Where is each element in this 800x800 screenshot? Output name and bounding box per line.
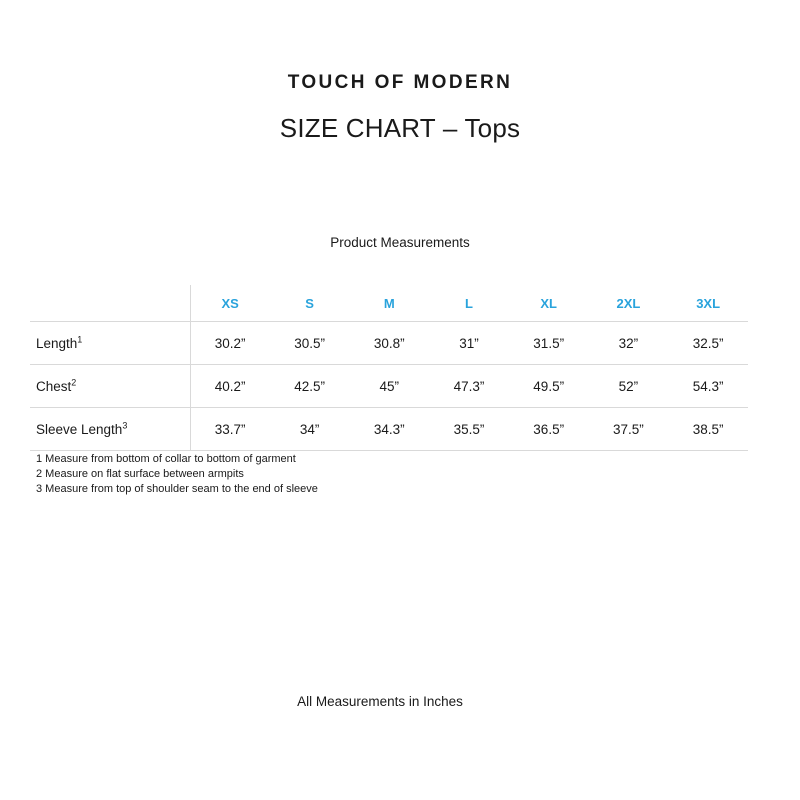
row-label-length-text: Length: [36, 335, 78, 351]
row-label-chest-footnote-marker: 2: [71, 377, 77, 387]
table-row: [30, 322, 748, 365]
footnotes: [36, 452, 318, 497]
row-label-length-footnote-marker: 1: [77, 334, 83, 344]
row-label-chest-text: Chest: [36, 378, 72, 394]
table-row: [30, 365, 748, 408]
page-title: SIZE CHART – Tops: [279, 113, 521, 143]
measurement-units-note: All Measurements in Inches: [297, 694, 463, 709]
cell-sleeve-3xl: 38.5”: [668, 408, 748, 451]
column-header-l: L: [429, 285, 509, 322]
cell-length-s: 30.5”: [270, 322, 350, 365]
cell-sleeve-m: 34.3”: [349, 408, 429, 451]
cell-length-xs: 30.2”: [190, 322, 270, 365]
cell-chest-m: 45”: [349, 365, 429, 408]
column-header-s: S: [270, 285, 350, 322]
cell-sleeve-xl: 36.5”: [509, 408, 589, 451]
row-label-chest: [30, 365, 190, 408]
cell-length-xl: 31.5”: [509, 322, 589, 365]
cell-sleeve-2xl: 37.5”: [589, 408, 669, 451]
size-chart-table: [30, 285, 748, 451]
column-header-m: M: [349, 285, 429, 322]
cell-sleeve-l: 35.5”: [429, 408, 509, 451]
cell-length-l: 31”: [429, 322, 509, 365]
cell-chest-2xl: 52”: [589, 365, 669, 408]
cell-length-3xl: 32.5”: [668, 322, 748, 365]
column-header-3xl: 3XL: [668, 285, 748, 322]
cell-length-m: 30.8”: [349, 322, 429, 365]
column-header-measurement: [30, 285, 190, 322]
row-label-length: [30, 322, 190, 365]
cell-sleeve-xs: 33.7”: [190, 408, 270, 451]
cell-sleeve-s: 34”: [270, 408, 350, 451]
section-subheading: Product Measurements: [330, 235, 470, 250]
cell-chest-l: 47.3”: [429, 365, 509, 408]
brand-wordmark: TOUCH OF MODERN: [287, 72, 513, 93]
table-body: [30, 322, 748, 451]
footnote-2: 2 Measure on flat surface between armpits: [36, 468, 244, 480]
column-header-xs: XS: [190, 285, 270, 322]
column-header-2xl: 2XL: [589, 285, 669, 322]
table-row: [30, 408, 748, 451]
cell-chest-3xl: 54.3”: [668, 365, 748, 408]
footnote-3: 3 Measure from top of shoulder seam to the end of sleeve: [36, 483, 318, 495]
column-header-xl: XL: [509, 285, 589, 322]
cell-chest-xl: 49.5”: [509, 365, 589, 408]
row-label-sleeve-length-footnote-marker: 3: [122, 420, 128, 430]
row-label-sleeve-length: [30, 408, 190, 451]
cell-chest-s: 42.5”: [270, 365, 350, 408]
table-header: [30, 285, 748, 322]
row-label-sleeve-length-text: Sleeve Length: [36, 421, 123, 437]
table-header-row: [30, 285, 748, 322]
cell-length-2xl: 32”: [589, 322, 669, 365]
footnote-1: 1 Measure from bottom of collar to bottom of garment: [36, 453, 296, 465]
cell-chest-xs: 40.2”: [190, 365, 270, 408]
